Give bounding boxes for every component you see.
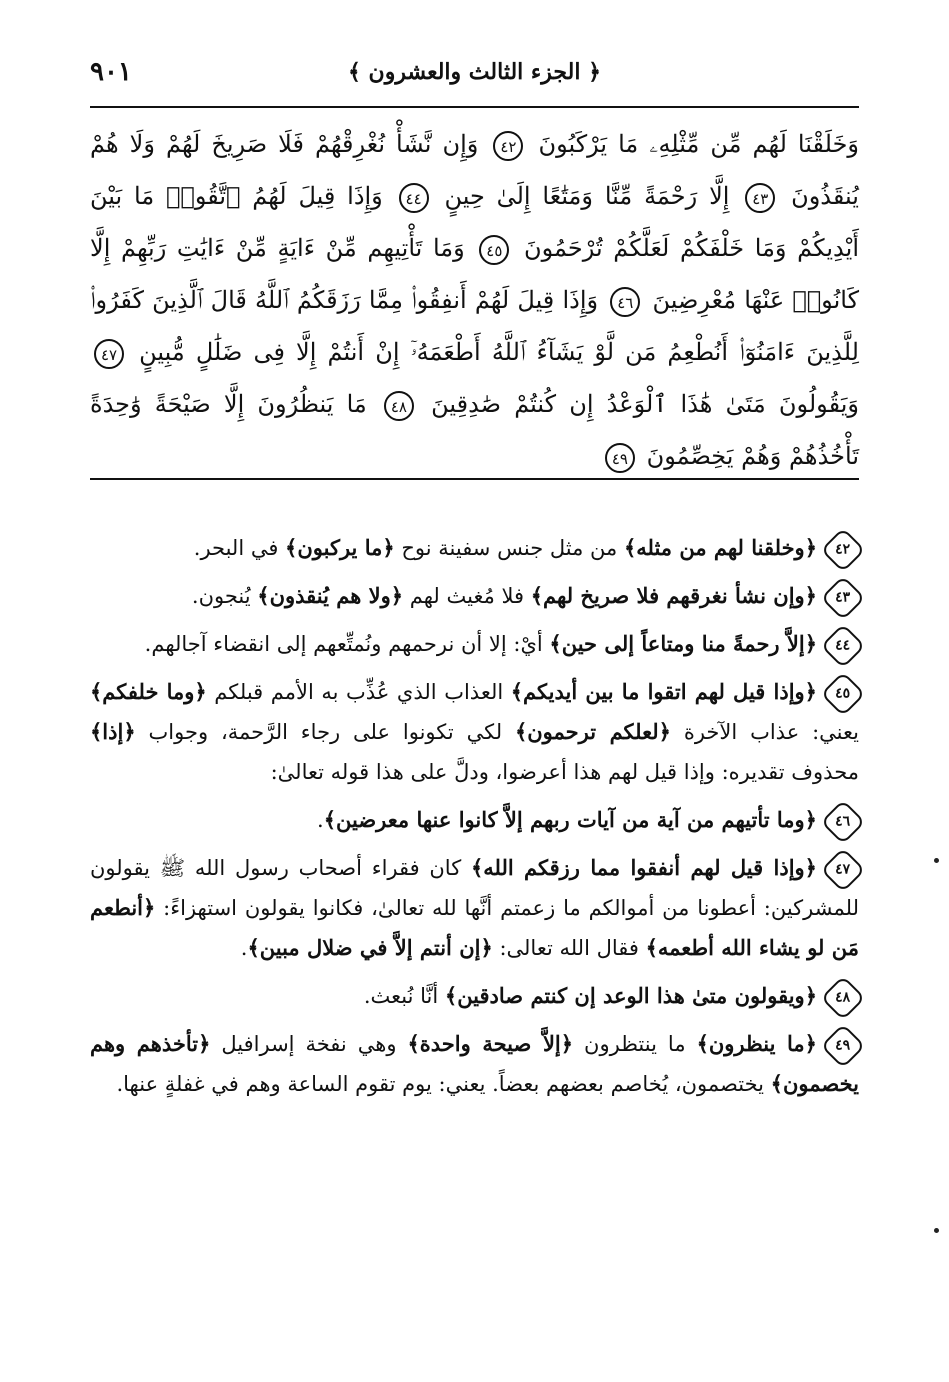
quoted-verse: ﴿ما ينظرون﴾ bbox=[696, 1031, 817, 1056]
commentary-text: في البحر. bbox=[193, 536, 286, 560]
quoted-verse: ﴿إلاَّ رحمةً منا ومتاعاً إلى حين﴾ bbox=[549, 631, 817, 656]
commentary-text: أنَّا نُبعث. bbox=[363, 984, 445, 1008]
quoted-verse: ﴿أنطعم مَن لو يشاء الله أطعمه﴾ bbox=[90, 895, 859, 960]
quoted-verse: ﴿وإن نشأ نغرقهم فلا صريخ لهم﴾ bbox=[530, 583, 817, 608]
verse-number-badge bbox=[820, 671, 865, 716]
verse-number-badge bbox=[820, 847, 865, 892]
commentary-text: من مثل جنس سفينة نوح bbox=[394, 536, 624, 560]
commentary-text: محذوف تقديره: وإذا قيل لهم هذا أعرضوا، ودلَّ على هذا قوله تعالىٰ: bbox=[270, 760, 859, 784]
ayah-marker-47: ٤٧ bbox=[94, 339, 124, 369]
verse-44: إِلَّا رَحْمَةً مِّنَّا وَمَتَٰعًا إِلَىٰ حِينٍ bbox=[444, 182, 730, 210]
tafsir-entry-49 bbox=[90, 1024, 859, 1104]
verse-number: ٤٧ bbox=[835, 861, 851, 878]
commentary-text: أيْ: إلا أن نرحمهم ونُمتِّعهم إلى انقضاء آجالهم. bbox=[144, 632, 550, 656]
commentary-text: ما ينتظرون bbox=[573, 1032, 697, 1056]
tafsir-entry-47 bbox=[90, 848, 859, 968]
verse-number-badge bbox=[820, 623, 865, 668]
verse-number: ٤٢ bbox=[835, 541, 851, 558]
ayah-marker-44: ٤٤ bbox=[399, 183, 429, 213]
commentary-text: وهي نفخة إسرافيل bbox=[210, 1032, 408, 1056]
ayah-marker-45: ٤٥ bbox=[479, 235, 509, 265]
tafsir-entry-45 bbox=[90, 672, 859, 792]
page-number: ٩٠١ bbox=[90, 57, 132, 87]
verse-number: ٤٩ bbox=[835, 1037, 851, 1054]
verse-number: ٤٤ bbox=[835, 637, 851, 654]
commentary-text: لكي تكونوا على رجاء الرَّحمة، وجواب bbox=[135, 720, 515, 744]
commentary-text: يختصمون، يُخاصم بعضهم بعضاً. يعني: يوم تقوم الساعة وهم في غفلةٍ عنها. bbox=[116, 1072, 771, 1096]
verse-46: وَمَا تَأْتِيهِم مِّنْ ءَايَةٍ مِّنْ ءَايَٰتِ رَبِّهِمْ إِلَّا كَانُوا۟ عَنْهَا مُعْرِضِينَ bbox=[90, 234, 860, 314]
tafsir-entry-48 bbox=[90, 976, 859, 1016]
running-title: ﴿ الجزء الثالث والعشرون ﴾ bbox=[348, 59, 601, 85]
quoted-verse: ﴿وإذا قيل لهم اتقوا ما بين أيديكم﴾ bbox=[510, 679, 817, 704]
quoted-verse: ﴿ولا هم يُنقذون﴾ bbox=[257, 583, 404, 608]
commentary-text: كان فقراء أصحاب رسول الله ﷺ يقولون للمشركين: أعطونا من أموالكم ما زعمتم أنَّها لله تعالىٰ، فكانوا يقولون استهزاءً: bbox=[90, 856, 859, 920]
tafsir-commentary bbox=[90, 528, 859, 1112]
scan-speck bbox=[934, 1228, 939, 1233]
commentary-text: يُنجون. bbox=[191, 584, 258, 608]
verse-49: مَا يَنظُرُونَ إِلَّا صَيْحَةً وَٰحِدَةً تَأْخُذُهُمْ وَهُمْ يَخِصِّمُونَ bbox=[90, 390, 859, 470]
tafsir-entry-43 bbox=[90, 576, 859, 616]
quoted-verse: ﴿إلاَّ صيحة واحدة﴾ bbox=[407, 1031, 574, 1056]
verse-number: ٤٨ bbox=[835, 989, 851, 1006]
verse-43: وَإِن نَّشَأْ نُغْرِقْهُمْ فَلَا صَرِيخَ لَهُمْ وَلَا هُمْ يُنقَذُونَ bbox=[90, 130, 859, 210]
commentary-text: يعني: عذاب الآخرة bbox=[670, 720, 859, 744]
verse-45: وَإِذَا قِيلَ لَهُمُ ٱتَّقُوا۟ مَا بَيْنَ أَيْدِيكُمْ وَمَا خَلْفَكُمْ لَعَلَّكُمْ تُرْحَمُونَ bbox=[90, 182, 859, 262]
verse-number: ٤٦ bbox=[835, 813, 851, 830]
verse-number: ٤٣ bbox=[835, 589, 851, 606]
verse-48: وَيَقُولُونَ مَتَىٰ هَٰذَا ٱلْوَعْدُ إِن كُنتُمْ صَٰدِقِينَ bbox=[431, 390, 859, 418]
quoted-verse: ﴿ويقولون متىٰ هذا الوعد إن كنتم صادقين﴾ bbox=[444, 983, 817, 1008]
verse-47: وَإِذَا قِيلَ لَهُمْ أَنفِقُوا۟ مِمَّا رَزَقَكُمُ ٱللَّهُ قَالَ ٱلَّذِينَ كَفَرُوا۟ لِلَّذِينَ ءَامَنُوٓا۟ أَنُطْعِمُ مَن لَّوْ يَشَآءُ ٱللَّهُ أَطْعَمَهُۥٓ إِنْ أَنتُمْ إِلَّا فِى ضَلَٰلٍ مُّبِينٍ bbox=[90, 286, 859, 366]
quoted-verse: ﴿ما يركبون﴾ bbox=[285, 535, 395, 560]
page-header bbox=[90, 55, 859, 97]
tafsir-entry-46 bbox=[90, 800, 859, 840]
quoted-verse: ﴿وإذا قيل لهم أنفقوا مما رزقكم الله﴾ bbox=[470, 855, 817, 880]
commentary-text: . bbox=[317, 808, 324, 832]
quoted-verse: ﴿إن أنتم إلاَّ في ضلال مبين﴾ bbox=[247, 935, 493, 960]
quran-verses bbox=[90, 118, 859, 482]
tafsir-entry-42 bbox=[90, 528, 859, 568]
commentary-text: فلا مُغيث لهم bbox=[403, 584, 531, 608]
quoted-verse: ﴿تأخذهم وهم يخصمون﴾ bbox=[90, 1031, 859, 1096]
section-rule bbox=[90, 478, 859, 480]
ayah-marker-49: ٤٩ bbox=[605, 443, 635, 473]
commentary-text: فقال الله تعالى: bbox=[492, 936, 646, 960]
verse-number-badge bbox=[820, 975, 865, 1020]
quoted-verse: ﴿وما خلفكم﴾ bbox=[90, 679, 207, 704]
verse-number: ٤٥ bbox=[835, 685, 851, 702]
verse-number-badge bbox=[820, 799, 865, 844]
quoted-verse: ﴿وخلقنا لهم من مثله﴾ bbox=[623, 535, 817, 560]
verse-number-badge bbox=[820, 575, 865, 620]
header-rule bbox=[90, 106, 859, 108]
commentary-text: . bbox=[240, 936, 248, 960]
commentary-text: العذاب الذي عُذِّب به الأمم قبلكم bbox=[206, 680, 511, 704]
quoted-verse: ﴿لعلكم ترحمون﴾ bbox=[514, 719, 671, 744]
tafsir-entry-44 bbox=[90, 624, 859, 664]
verse-42: وَخَلَقْنَا لَهُم مِّن مِّثْلِهِۦ مَا يَرْكَبُونَ bbox=[538, 130, 859, 158]
scan-speck bbox=[934, 858, 939, 863]
verse-number-badge bbox=[820, 1023, 865, 1068]
ayah-marker-46: ٤٦ bbox=[610, 287, 640, 317]
ayah-marker-42: ٤٢ bbox=[493, 131, 523, 161]
quoted-verse: ﴿وما تأتيهم من آية من آيات ربهم إلاَّ كانوا عنها معرضين﴾ bbox=[323, 807, 817, 832]
quoted-verse: ﴿إذا﴾ bbox=[90, 719, 136, 744]
ayah-marker-48: ٤٨ bbox=[384, 391, 414, 421]
ayah-marker-43: ٤٣ bbox=[745, 183, 775, 213]
verse-number-badge bbox=[820, 527, 865, 572]
